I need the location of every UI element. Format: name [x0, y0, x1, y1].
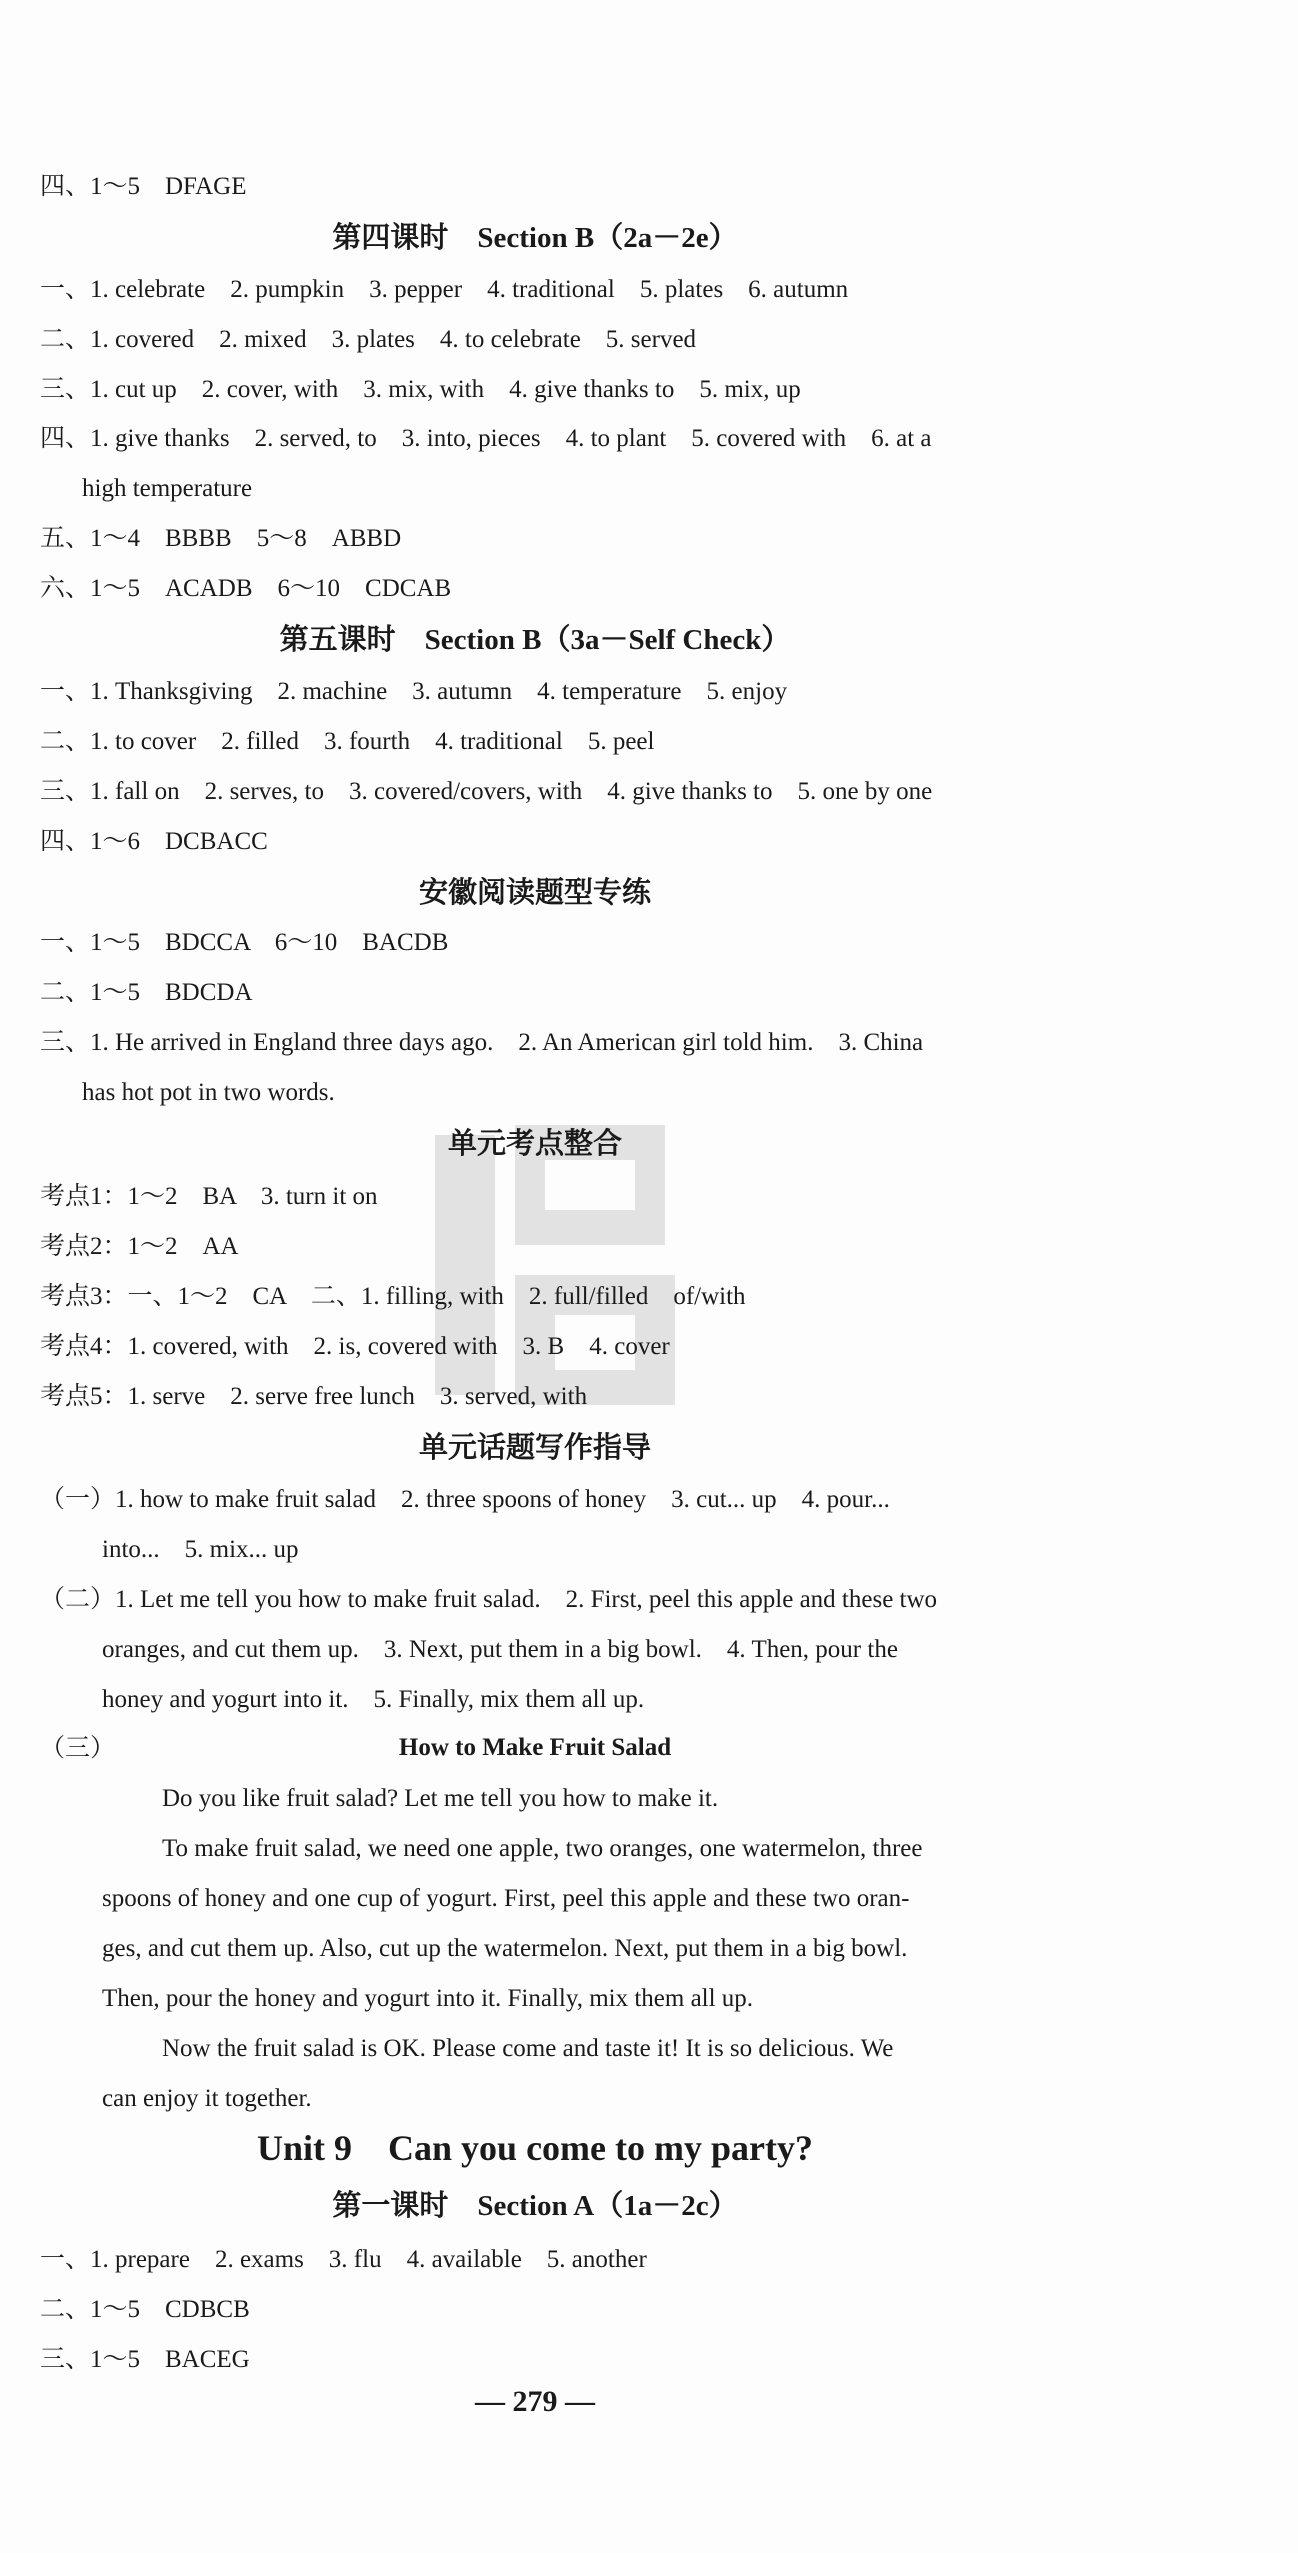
essay-line: Then, pour the honey and yogurt into it. Finally, mix them all up. — [102, 1985, 754, 2012]
answer-line: （二）1. Let me tell you how to make fruit salad. 2. First, peel this apple and these two — [40, 1586, 938, 1613]
writing-guide-title: 单元话题写作指导 — [418, 1432, 651, 1464]
answer-line: 二、1. covered 2. mixed 3. plates 4. to celebrate 5. served — [40, 326, 697, 353]
answer-line: （三） — [40, 1735, 116, 1762]
answer-line: 考点4：1. covered, with 2. is, covered with 3. B 4. cover — [40, 1333, 670, 1360]
answer-line-continued: into... 5. mix... up — [102, 1536, 299, 1563]
answer-line: 一、1～5 BDCCA 6～10 BACDB — [40, 929, 449, 956]
essay-line: ges, and cut them up. Also, cut up the watermelon. Next, put them in a big bowl. — [102, 1935, 908, 1962]
answer-line: 四、1～6 DCBACC — [40, 828, 268, 855]
answer-line: 一、1. prepare 2. exams 3. flu 4. available 5. another — [40, 2246, 647, 2273]
essay-title: How to Make Fruit Salad — [398, 1734, 672, 1761]
answer-line: 二、1. to cover 2. filled 3. fourth 4. traditional 5. peel — [40, 728, 655, 755]
answer-line: 考点1：1～2 BA 3. turn it on — [40, 1183, 378, 1210]
answer-line: 六、1～5 ACADB 6～10 CDCAB — [40, 575, 452, 602]
answer-line: 四、1. give thanks 2. served, to 3. into, pieces 4. to plant 5. covered with 6. at a — [40, 425, 932, 452]
answer-line: 考点2：1～2 AA — [40, 1233, 239, 1260]
answer-line: 三、1. fall on 2. serves, to 3. covered/covers, with 4. give thanks to 5. one by one — [40, 778, 933, 805]
answer-line-continued: high temperature — [82, 475, 253, 502]
answer-line: 一、1. celebrate 2. pumpkin 3. pepper 4. traditional 5. plates 6. autumn — [40, 276, 849, 303]
answer-line: 三、1. cut up 2. cover, with 3. mix, with 4. give thanks to 5. mix, up — [40, 376, 801, 403]
essay-line: spoons of honey and one cup of yogurt. First, peel this apple and these two oran- — [102, 1885, 910, 1912]
answer-line: 考点5：1. serve 2. serve free lunch 3. served, with — [40, 1383, 588, 1410]
answer-line: 三、1. He arrived in England three days ago. 2. An American girl told him. 3. China — [40, 1029, 924, 1056]
essay-line: can enjoy it together. — [102, 2085, 312, 2112]
answer-line: 二、1～5 CDBCB — [40, 2296, 250, 2323]
answer-line-continued: oranges, and cut them up. 3. Next, put them in a big bowl. 4. Then, pour the — [102, 1636, 898, 1663]
answer-line: 二、1～5 BDCDA — [40, 979, 253, 1006]
answer-line: 三、1～5 BACEG — [40, 2346, 250, 2373]
answer-line: 五、1～4 BBBB 5～8 ABBD — [40, 525, 402, 552]
unit-points-title: 单元考点整合 — [447, 1128, 622, 1160]
unit9-lesson1-title: 第一课时 Section A（1a－2c） — [332, 2190, 738, 2222]
answer-line: 一、1. Thanksgiving 2. machine 3. autumn 4. temperature 5. enjoy — [40, 678, 788, 705]
answer-line-continued: has hot pot in two words. — [82, 1079, 335, 1106]
answer-line: 四、1～5 DFAGE — [40, 173, 247, 200]
anhui-reading-title: 安徽阅读题型专练 — [418, 877, 651, 909]
lesson5-title: 第五课时 Section B（3a－Self Check） — [279, 624, 791, 656]
answer-line: （一）1. how to make fruit salad 2. three spoons of honey 3. cut... up 4. pour... — [40, 1486, 890, 1513]
essay-paragraph: Now the fruit salad is OK. Please come and taste it! It is so delicious. We — [162, 2035, 894, 2062]
page-number: — 279 — — [475, 2385, 595, 2418]
unit9-title: Unit 9 Can you come to my party? — [257, 2128, 813, 2168]
essay-paragraph: To make fruit salad, we need one apple, two oranges, one watermelon, three — [162, 1835, 923, 1862]
answer-line: 考点3：一、1～2 CA 二、1. filling, with 2. full/filled of/with — [40, 1283, 746, 1310]
lesson4-title: 第四课时 Section B（2a－2e） — [332, 222, 738, 254]
essay-paragraph: Do you like fruit salad? Let me tell you how to make it. — [162, 1785, 719, 1812]
answer-line-continued: honey and yogurt into it. 5. Finally, mix them all up. — [102, 1686, 645, 1713]
